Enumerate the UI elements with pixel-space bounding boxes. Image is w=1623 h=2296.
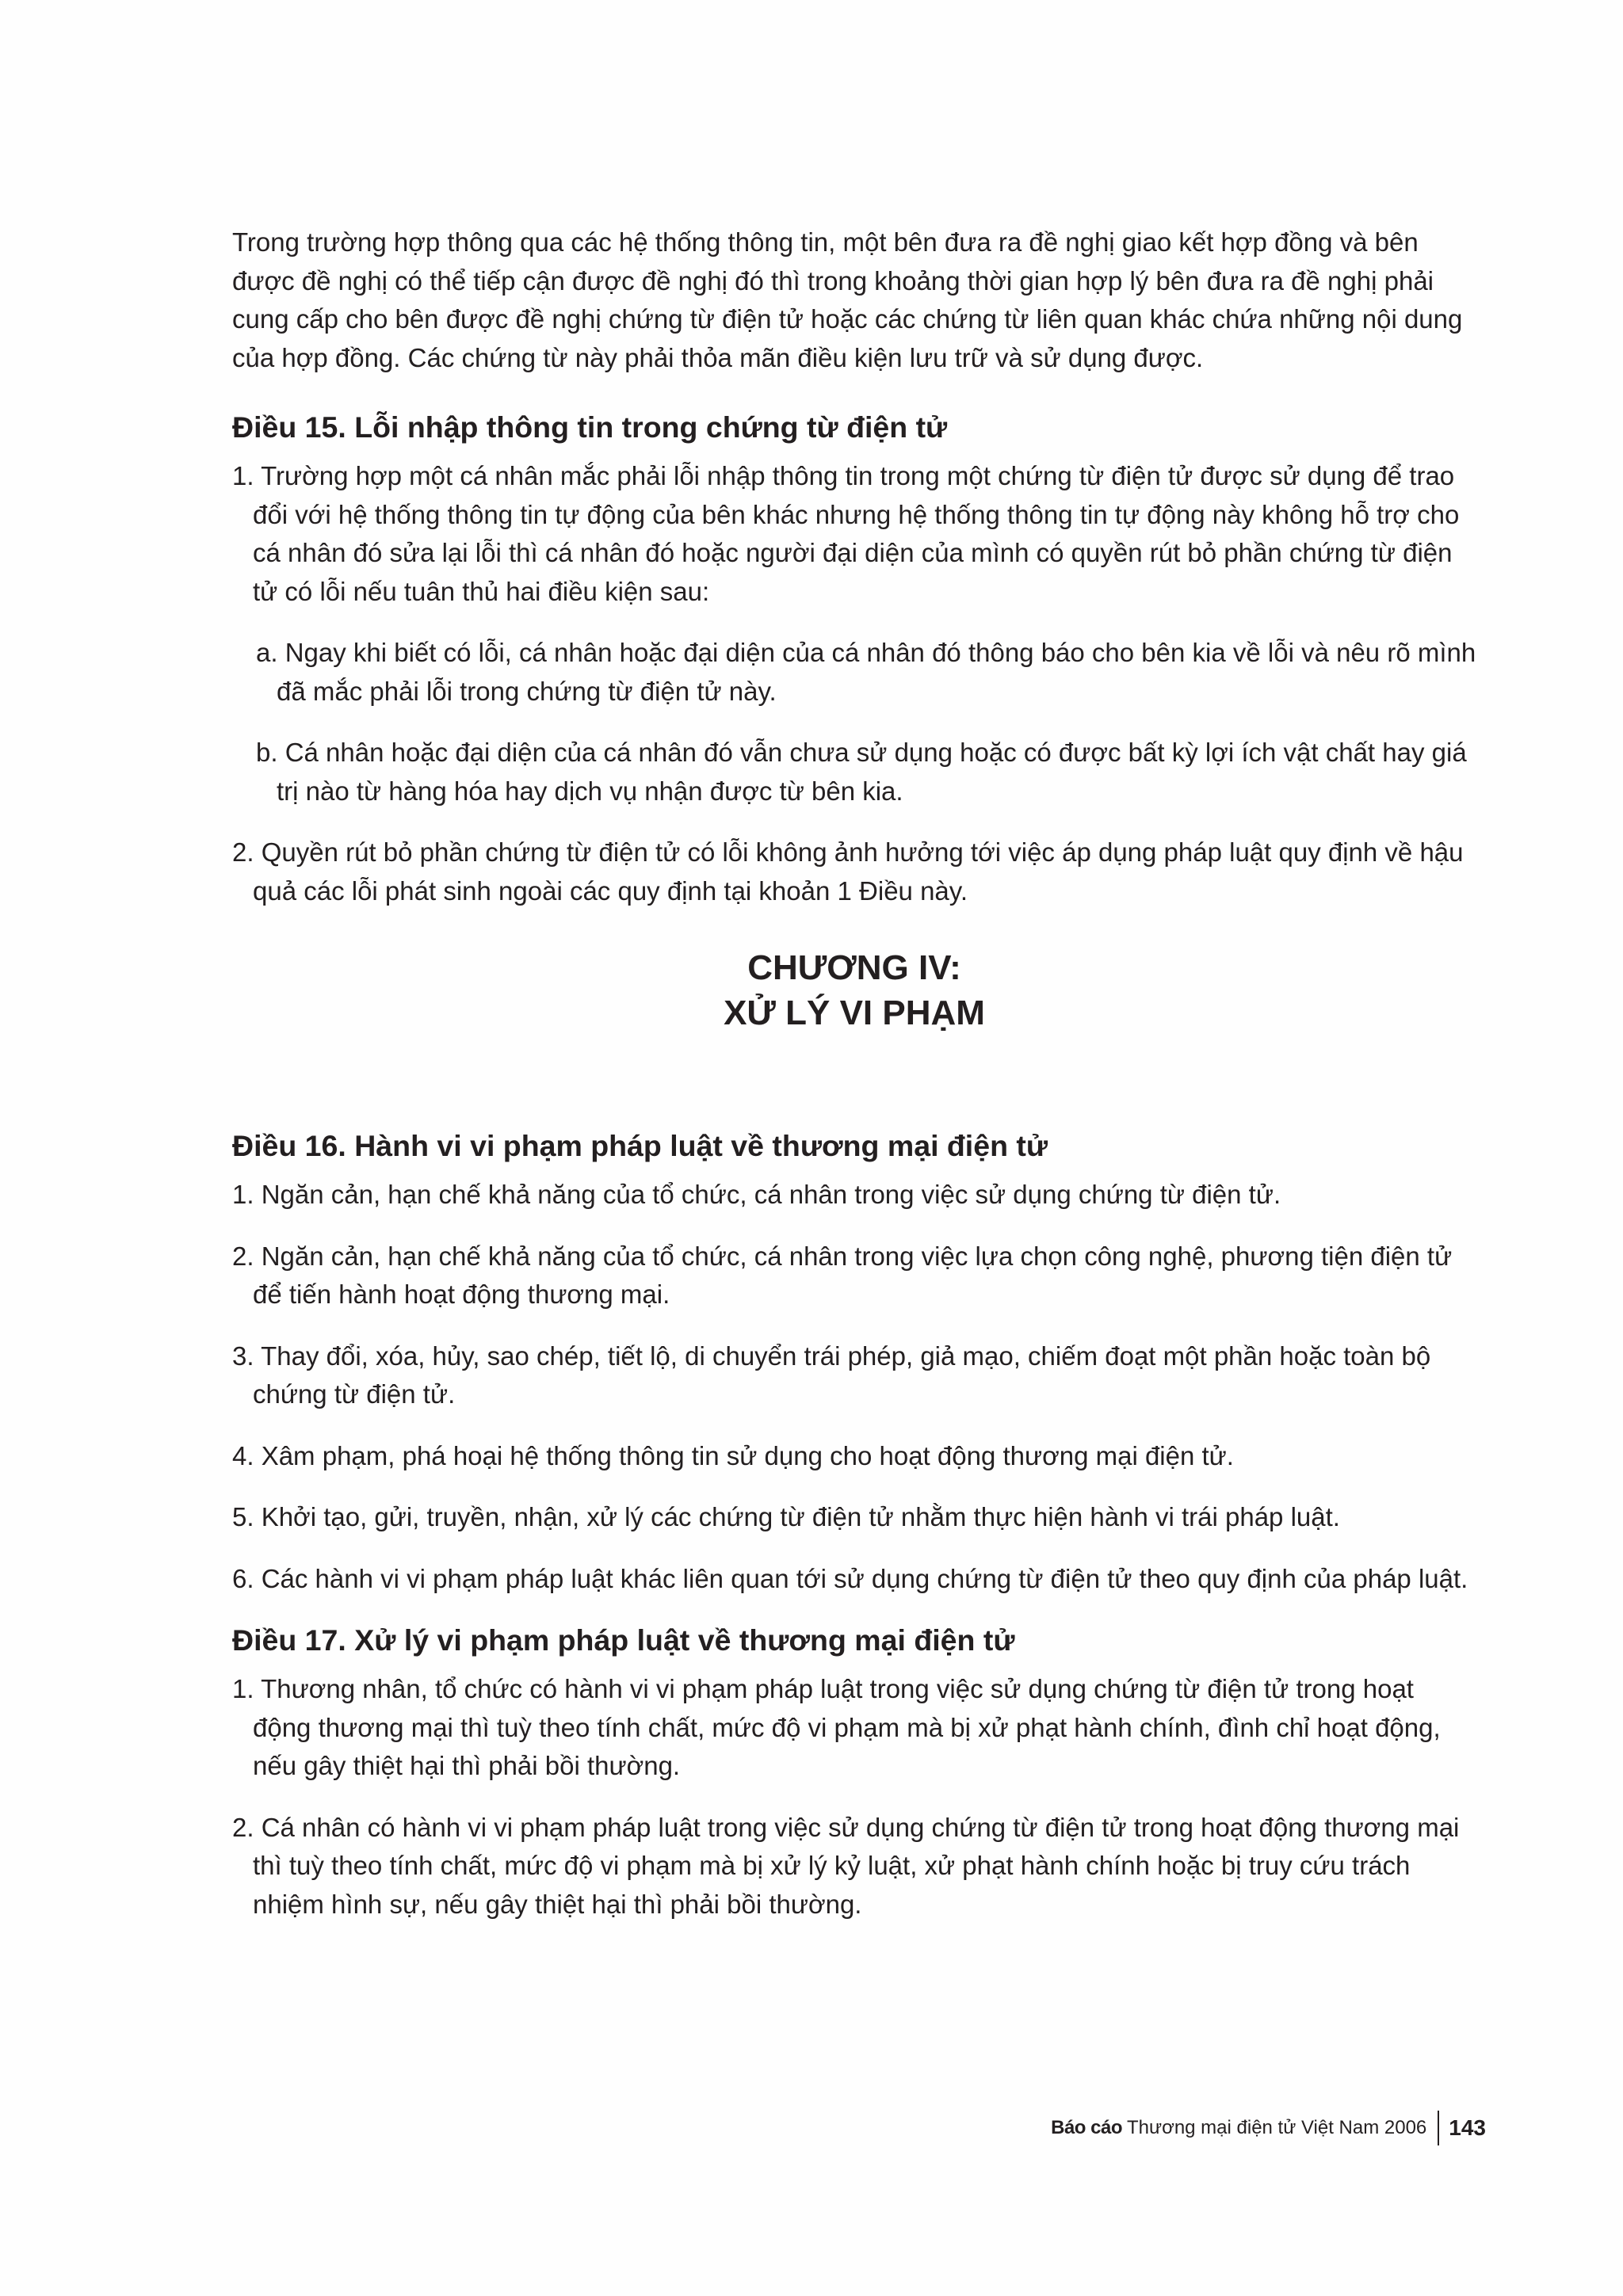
footer-divider: [1438, 2111, 1439, 2145]
page-content: [232, 223, 1476, 1947]
article-16-item-4: 4. Xâm phạm, phá hoại hệ thống thông tin sử dụng cho hoạt động thương mại điện tử.: [232, 1440, 1234, 1470]
article-15-item-1a: a. Ngay khi biết có lỗi, cá nhân hoặc đại diện của cá nhân đó thông báo cho bên kia về lỗi và nêu rõ mình đã mắc phải lỗi trong chứng từ điện tử này.: [256, 638, 1476, 706]
footer-report-label: Báo cáo: [1051, 2117, 1122, 2138]
page-footer: [1051, 2111, 1486, 2145]
page-number: 143: [1449, 2115, 1486, 2140]
intro-paragraph: Trong trường hợp thông qua các hệ thống thông tin, một bên đưa ra đề nghị giao kết hợp đồng và bên được đề nghị có thể tiếp cận được đề nghị đó thì trong khoảng thời gian hợp lý bên đưa ra đề nghị phải cung cấp cho bên được đề nghị chứng từ điện tử hoặc các chứng từ liên quan khác chứa những nội dung của hợp đồng. Các chứng từ này phải thỏa mãn điều kiện lưu trữ và sử dụng được.: [232, 227, 1463, 372]
article-17: [232, 1621, 1476, 1924]
chapter-heading: [232, 945, 1476, 1035]
article-17-item-1: 1. Thương nhân, tổ chức có hành vi vi phạm pháp luật trong việc sử dụng chứng từ điện tử trong hoạt động thương mại thì tuỳ theo tính chất, mức độ vi phạm mà bị xử phạt hành chính, đình chỉ hoạt động, nếu gây thiệt hại thì phải bồi thường.: [232, 1674, 1441, 1780]
article-16-item-2: 2. Ngăn cản, hạn chế khả năng của tổ chức, cá nhân trong việc lựa chọn công nghệ, phương tiện điện tử để tiến hành hoạt động thương mại.: [232, 1241, 1453, 1309]
article-15-item-1b: b. Cá nhân hoặc đại diện của cá nhân đó vẫn chưa sử dụng hoặc có được bất kỳ lợi ích vật chất hay giá trị nào từ hàng hóa hay dịch vụ nhận được từ bên kia.: [256, 738, 1467, 806]
article-15-item-1: 1. Trường hợp một cá nhân mắc phải lỗi nhập thông tin trong một chứng từ điện tử được sử dụng để trao đổi với hệ thống thông tin tự động của bên khác nhưng hệ thống thông tin tự động này không hỗ trợ cho cá nhân đó sửa lại lỗi thì cá nhân đó hoặc người đại diện của mình có quyền rút bỏ phần chứng từ điện tử có lỗi nếu tuân thủ hai điều kiện sau:: [232, 461, 1460, 606]
chapter-spacer: [232, 1035, 1476, 1127]
article-17-title: Điều 17. Xử lý vi phạm pháp luật về thương mại điện tử: [232, 1623, 1015, 1657]
footer-report-title: Thương mại điện tử Việt Nam 2006: [1127, 2117, 1427, 2138]
article-15: [232, 408, 1476, 910]
article-16-item-1: 1. Ngăn cản, hạn chế khả năng của tổ chức, cá nhân trong việc sử dụng chứng từ điện tử.: [232, 1180, 1281, 1209]
article-17-item-2: 2. Cá nhân có hành vi vi phạm pháp luật trong việc sử dụng chứng từ điện tử trong hoạt động thương mại thì tuỳ theo tính chất, mức độ vi phạm mà bị xử lý kỷ luật, xử phạt hành chính hoặc bị truy cứu trách nhiệm hình sự, nếu gây thiệt hại thì phải bồi thường.: [232, 1812, 1460, 1919]
article-16-item-6: 6. Các hành vi vi phạm pháp luật khác liên quan tới sử dụng chứng từ điện tử theo quy định của pháp luật.: [232, 1563, 1468, 1593]
chapter-number: CHƯƠNG IV:: [747, 948, 961, 987]
article-16-item-5: 5. Khởi tạo, gửi, truyền, nhận, xử lý các chứng từ điện tử nhằm thực hiện hành vi trái pháp luật.: [232, 1502, 1340, 1531]
article-15-item-2: 2. Quyền rút bỏ phần chứng từ điện tử có lỗi không ảnh hưởng tới việc áp dụng pháp luật quy định về hậu quả các lỗi phát sinh ngoài các quy định tại khoản 1 Điều này.: [232, 837, 1464, 906]
article-16-item-3: 3. Thay đổi, xóa, hủy, sao chép, tiết lộ, di chuyển trái phép, giả mạo, chiếm đoạt một phần hoặc toàn bộ chứng từ điện tử.: [232, 1341, 1431, 1409]
chapter-title: XỬ LÝ VI PHẠM: [724, 994, 985, 1032]
article-15-title: Điều 15. Lỗi nhập thông tin trong chứng từ điện tử: [232, 410, 948, 444]
article-16: [232, 1127, 1476, 1598]
article-16-title: Điều 16. Hành vi vi phạm pháp luật về thương mại điện tử: [232, 1129, 1048, 1162]
